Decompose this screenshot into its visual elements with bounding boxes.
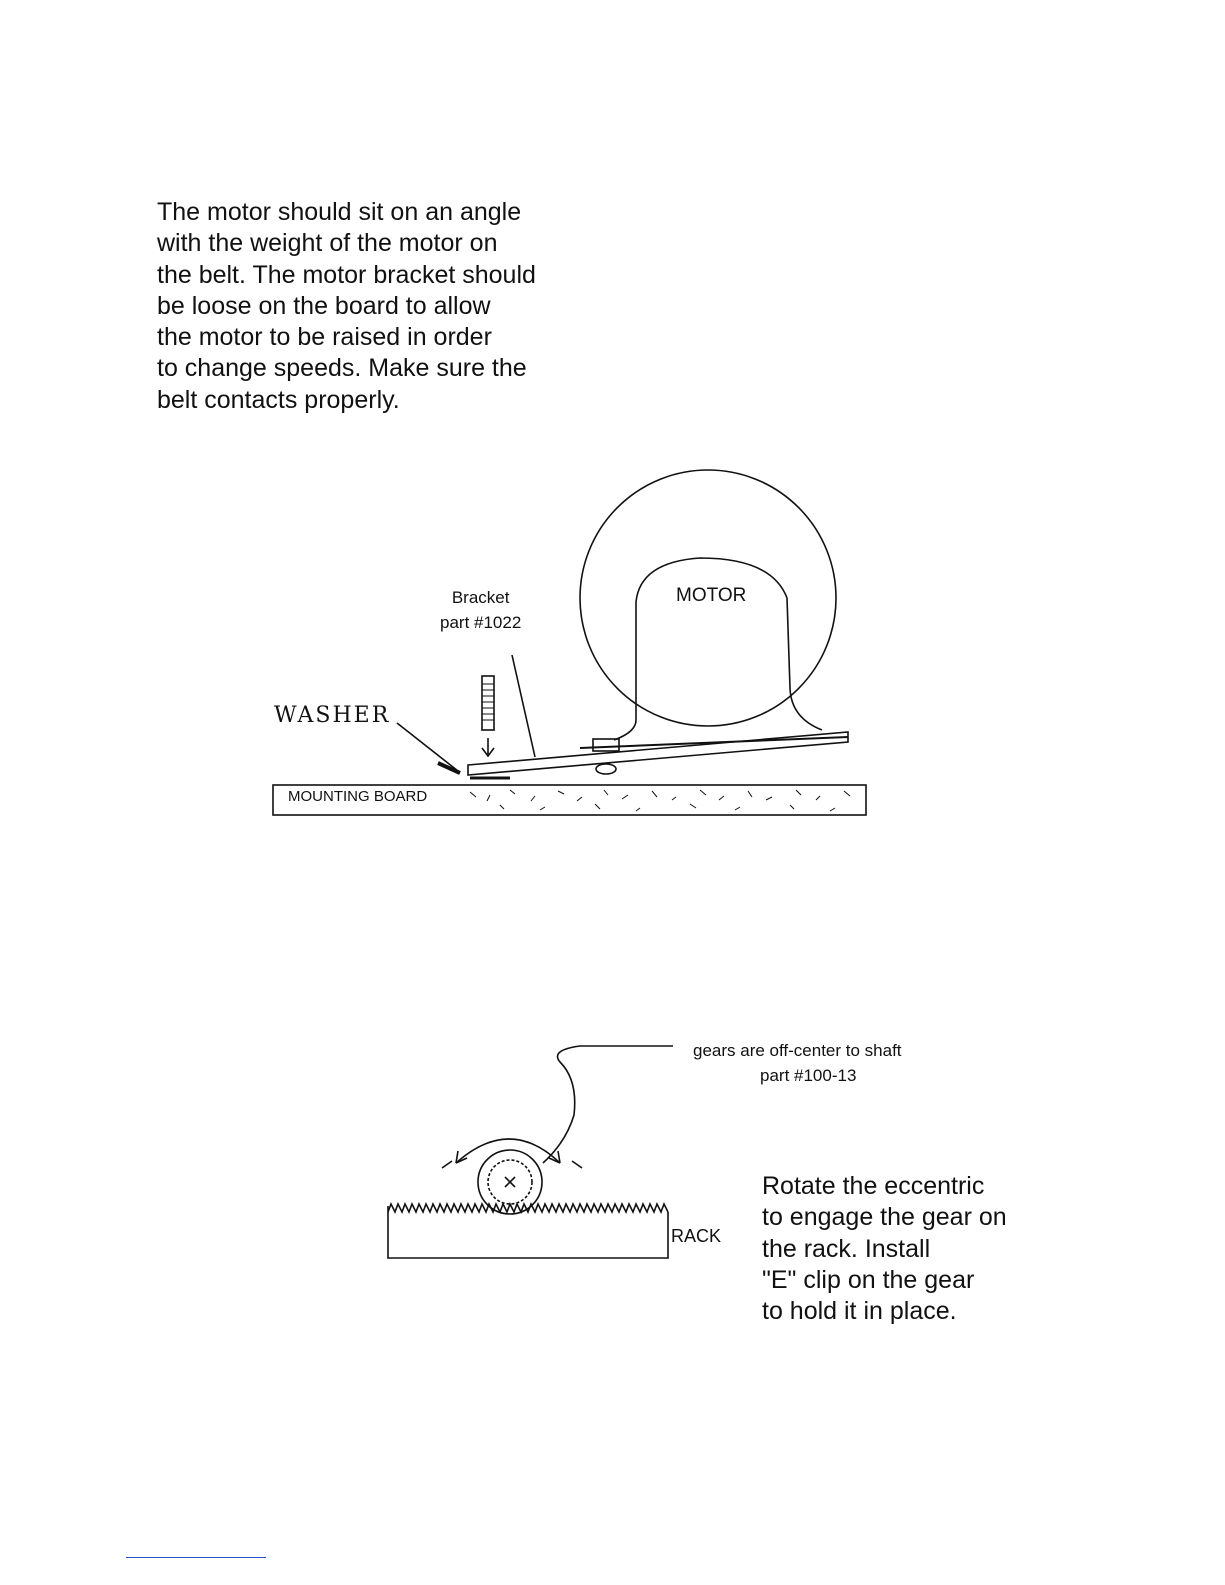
washer-label: WASHER bbox=[274, 703, 391, 728]
bracket-label-line1: Bracket bbox=[451, 588, 510, 607]
instruction-line: to change speeds. Make sure the bbox=[157, 354, 527, 383]
motor-label: MOTOR bbox=[676, 585, 747, 606]
gear-leader-line bbox=[543, 1046, 673, 1163]
instruction-line: the belt. The motor bracket should bbox=[157, 260, 536, 289]
instruction-line: "E" clip on the gear bbox=[762, 1265, 975, 1294]
instruction-line: the rack. Install bbox=[762, 1234, 931, 1263]
instruction-line: the motor to be raised in order bbox=[157, 323, 492, 352]
instruction-line: belt contacts properly. bbox=[157, 385, 400, 414]
shaft-center-mark bbox=[505, 1177, 515, 1187]
instruction-line: to engage the gear on bbox=[762, 1203, 1007, 1232]
instruction-line: to hold it in place. bbox=[762, 1297, 957, 1326]
motor-body-outline bbox=[636, 558, 822, 730]
rack-body bbox=[388, 1206, 668, 1258]
bracket-edge bbox=[580, 737, 848, 748]
instruction-line: Rotate the eccentric bbox=[762, 1172, 985, 1200]
gear-note bbox=[693, 1038, 902, 1088]
screw-threads bbox=[482, 684, 494, 720]
eccentric-instructions bbox=[762, 1171, 1007, 1327]
board-texture bbox=[470, 790, 850, 811]
bracket-label bbox=[440, 585, 521, 635]
motor-foot bbox=[614, 720, 636, 740]
instruction-line: be loose on the board to allow bbox=[157, 291, 491, 320]
bracket-leader-line bbox=[512, 655, 535, 757]
bracket-nut bbox=[593, 739, 619, 751]
footer-rule bbox=[126, 1557, 266, 1558]
gear-part-number: part #100-13 bbox=[760, 1066, 857, 1085]
rack-label: RACK bbox=[671, 1226, 722, 1246]
mounting-board-label: MOUNTING BOARD bbox=[288, 788, 428, 805]
arrow-stops bbox=[442, 1161, 582, 1168]
bracket-part-number: part #1022 bbox=[440, 613, 522, 632]
bracket-bolt-head bbox=[596, 764, 616, 774]
gear-note-line1: gears are off-center to shaft bbox=[693, 1041, 902, 1060]
instruction-line: with the weight of the motor on bbox=[157, 229, 498, 258]
instruction-line: The motor should sit on an angle bbox=[157, 198, 522, 226]
screw-down-arrow-icon bbox=[482, 738, 494, 756]
washer-leader-line bbox=[397, 723, 458, 771]
